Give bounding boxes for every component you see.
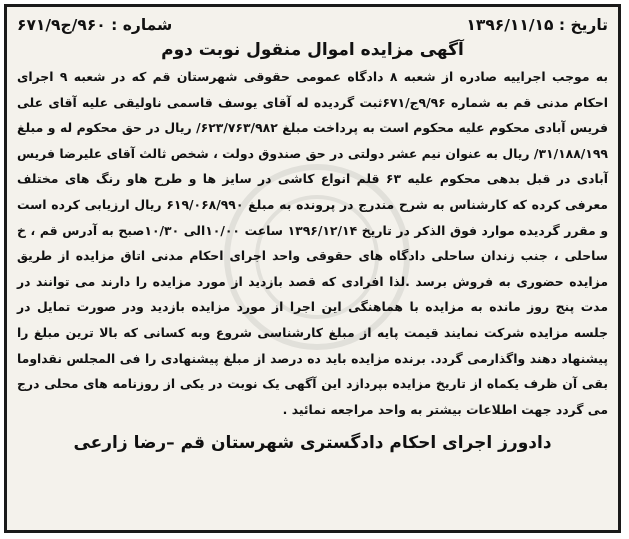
notice-title: آگهی مزایده اموال منقول نوبت دوم bbox=[161, 40, 464, 60]
notice-date bbox=[466, 14, 608, 36]
notice-body: به موجب اجراییه صادره از شعبه ۸ دادگاه عمومی حقوقی شهرستان قم که در شعبه ۹ اجرای احکام مدنی قم به شماره ۹/۹۶ج/۶۷۱ثبت گردیده له آقای یوسف قاسمی ناولیقی علیه آقای علی فریس آبادی محکوم علیه محکوم است به پرداخت مبلغ ۶۲۳/۷۶۳/۹۸۲/ ریال در حق محکوم له و مبلغ ۳۱/۱۸۸/۱۹۹/ ریال به عنوان نیم عشر دولتی در حق صندوق دولت ، شخص ثالث آقای علیرضا فریس آبادی در قبل بدهی محکوم علیه ۶۳ قلم انواع کاشی در سایز ها و طرح هاو رنگ های مختلف معرفی کرده که کارشناس به شرح مندرج در پرونده به مبلغ ۶۱۹/۰۶۸/۹۹۰ ریال ارزیابی کرده است و مقرر گردیده موارد فوق الذکر در تاریخ ۱۳۹۶/۱۲/۱۴ ساعت ۱۰/۰۰الی ۱۰/۳۰صبح به آدرس قم ، خ ساحلی ، جنب زندان ساحلی دادگاه های حقوقی واحد اجرای احکام مدنی اتاق مزایده از طریق مزایده حضوری به فروش برسد .لذا افرادی که قصد بازدید از مورد مزایده را دارند می توانند در مدت پنج روز مانده به مزایده با هماهنگی این اجرا از مورد مزایده بازدید ودر صورت تمایل در جلسه مزایده شرکت نمایند قیمت پایه از مبلغ کارشناسی شروع وبه کسانی که بالا ترین مبلغ را پیشنهاد دهند واگذارمی گردد. برنده مزایده باید ده درصد از مبلغ پیشنهادی را فی المجلس نقداوما بقی آن ظرف یکماه از تاریخ مزایده بپردازد این آگهی یک نوبت در یکی از روزنامه های محلی درج می گردد جهت اطلاعات بیشتر به واحد مراجعه نمائید . bbox=[17, 69, 609, 417]
number-value: ۹۶۰/ج۶۷۱/۹ bbox=[17, 16, 106, 34]
notice-number bbox=[17, 14, 172, 36]
date-value: ۱۳۹۶/۱۱/۱۵ bbox=[466, 16, 554, 34]
legal-notice bbox=[4, 4, 621, 533]
date-label: تاریخ : bbox=[558, 16, 608, 34]
number-label: شماره : bbox=[111, 16, 173, 34]
signature-line: دادورز اجرای احکام دادگستری شهرستان قم –رضا زارعی bbox=[73, 433, 552, 454]
header-row bbox=[17, 13, 608, 37]
